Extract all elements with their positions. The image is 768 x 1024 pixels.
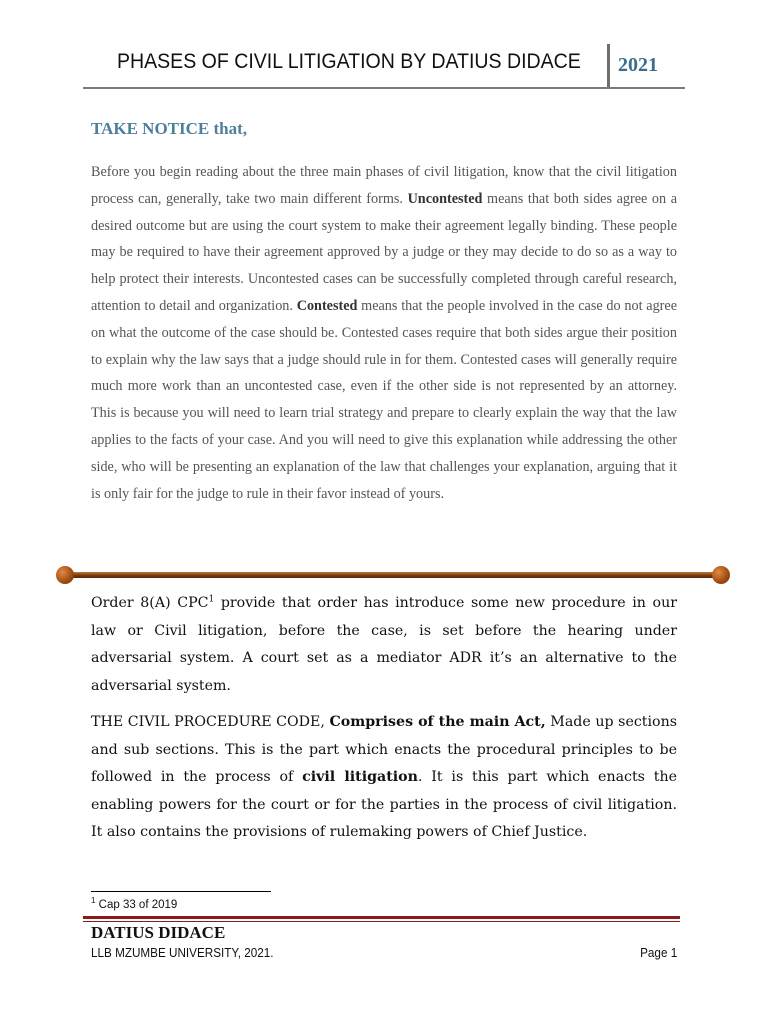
notice-text-3: means that the people involved in the case do not agree on what the outcome of the case should be. Contested cases require that both sides argue their position to explain why the law says that a judge should rule in for them. Contested cases will generally require much more work than an uncontested case, even if the other side is not represented by an attorney. This is because you will need to learn trial strategy and prepare to clearly explain the way that the law applies to the facts of your case. And you will need to give this explanation while addressing the other side, who will be presenting an explanation of the law that challenges your explanation, arguing that it is only fair for the judge to rule in their favor instead of yours. <box>91 297 677 502</box>
footer-rule-thin <box>83 921 680 922</box>
header-year: 2021 <box>618 54 658 76</box>
footnote-number: 1 <box>91 896 96 906</box>
header-divider <box>607 44 610 88</box>
cpc-text-1: THE CIVIL PROCEDURE CODE, <box>91 714 330 730</box>
footer-university: LLB MZUMBE UNIVERSITY, 2021. <box>91 945 274 960</box>
footer-author: DATIUS DIDACE <box>91 923 226 942</box>
notice-text-1: Before you begin reading about the three main phases of civil litigation, know that the civil litigation process can, generally, take two main different forms. <box>91 164 677 207</box>
notice-paragraph <box>91 159 677 507</box>
uncontested-term: Uncontested <box>407 190 483 207</box>
divider-rod <box>64 572 722 578</box>
cpc-bold-2: civil litigation <box>302 769 418 786</box>
footnote-text: Cap 33 of 2019 <box>95 899 178 911</box>
divider-knob-right <box>712 566 730 584</box>
cpc-bold-1: Comprises of the main Act, <box>329 714 546 730</box>
header-rule <box>83 87 685 89</box>
decorative-divider <box>54 563 732 587</box>
footnote-reference[interactable]: 1 <box>208 594 215 605</box>
notice-text-2: means that both sides agree on a desired outcome but are using the court system to make their agreement legally binding. These people may be required to have their agreement approved by a judge or they may decide to do so as a way to help protect their interests. Uncontested cases can be successfully completed through careful research, attention to detail and organization. <box>91 190 677 314</box>
order-text-1: Order 8(A) CPC <box>91 595 209 611</box>
order-text-2: provide that order has introduce some new procedure in our law or Civil litigation, before the case, is set before the hearing under adversarial system. A court set as a mediator ADR it’s an alternative to the adversarial system. <box>91 595 678 694</box>
page-number: Page 1 <box>639 945 677 960</box>
footnote <box>91 896 178 911</box>
contested-term: Contested <box>296 297 358 314</box>
cpc-text-2: Made up sections and sub sections. This is the part which enacts the procedural principles to be followed in the process of <box>91 714 677 786</box>
divider-knob-left <box>56 566 74 584</box>
header-title: PHASES OF CIVIL LITIGATION BY DATIUS DIDACE <box>117 50 581 73</box>
cpc-text-3: . It is this part which enacts the enabling powers for the court or for the parties in the process of civil litigation. It also contains the provisions of rulemaking powers of Chief Justice. <box>91 769 678 841</box>
cpc-paragraph <box>91 709 677 847</box>
notice-heading: TAKE NOTICE that, <box>91 119 248 138</box>
footnote-rule <box>91 891 271 892</box>
footer-rule-thick <box>83 916 680 919</box>
order-paragraph <box>91 590 677 700</box>
